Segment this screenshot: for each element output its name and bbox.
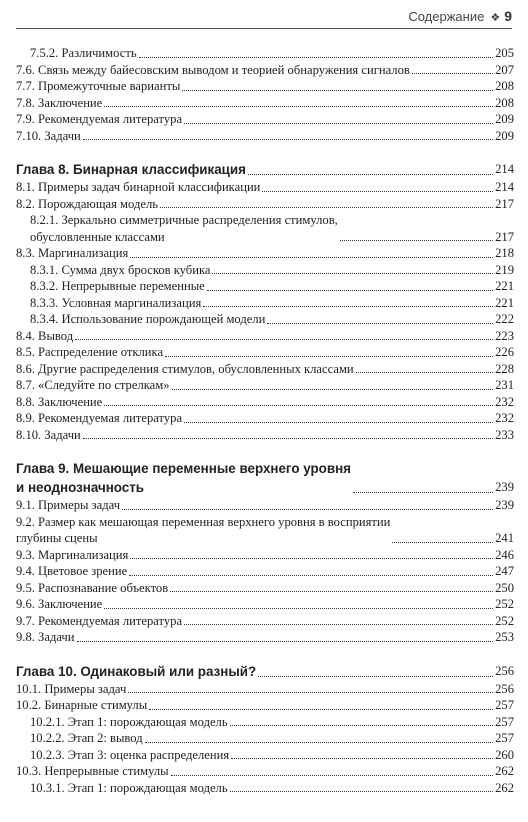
toc-entry[interactable]: 8.3.1. Сумма двух бросков кубика 219 — [30, 262, 514, 277]
toc-entry[interactable]: 9.6. Заключение 252 — [16, 597, 514, 611]
dot-leader — [340, 240, 493, 241]
dot-leader — [356, 372, 493, 373]
toc-entry[interactable]: 7.7. Промежуточные варианты 208 — [16, 79, 514, 93]
page-number: 9 — [504, 8, 512, 24]
toc-entry[interactable]: 8.3.2. Непрерывные переменные 221 — [30, 279, 514, 293]
toc-entry[interactable]: 9.5. Распознавание объектов 250 — [16, 580, 514, 595]
dot-leader — [130, 257, 493, 258]
dot-leader — [412, 73, 493, 74]
dot-leader — [171, 775, 494, 776]
dot-leader — [182, 90, 493, 91]
dot-leader — [104, 405, 493, 406]
toc-entry[interactable]: 9.8. Задачи 253 — [16, 630, 514, 644]
header-text — [408, 8, 512, 24]
toc-entry[interactable]: 7.5.2. Различимость 205 — [30, 46, 514, 60]
toc-entry[interactable]: 8.7. «Следуйте по стрелкам» 231 — [16, 378, 514, 392]
toc-entry[interactable]: 8.4. Вывод 223 — [16, 328, 514, 343]
toc-entry[interactable]: 8.3.4. Использование порождающей модели 222 — [30, 312, 514, 326]
dot-leader — [172, 389, 494, 390]
dot-leader — [353, 492, 493, 493]
dot-leader — [170, 591, 493, 592]
dot-leader — [160, 207, 493, 208]
dot-leader — [104, 608, 493, 609]
header-section-title: Содержание — [408, 9, 485, 24]
dot-leader — [122, 509, 493, 510]
dot-leader — [129, 575, 493, 576]
dot-leader — [392, 542, 493, 543]
dot-leader — [184, 123, 493, 124]
toc-entry[interactable]: 8.2. Порождающая модель 217 — [16, 196, 514, 211]
dot-leader — [139, 57, 494, 58]
dot-leader — [184, 624, 493, 625]
dot-leader — [267, 323, 493, 324]
dot-leader — [230, 791, 494, 792]
dot-leader — [83, 438, 493, 439]
table-of-contents — [16, 45, 514, 796]
dot-leader — [212, 273, 493, 274]
dot-leader — [149, 709, 493, 710]
dot-leader — [104, 106, 493, 107]
dot-leader — [128, 692, 493, 693]
toc-entry[interactable]: 9.2. Размер как мешающая переменная верхнего уровня в восприятии глубины сцены 241 — [16, 514, 514, 545]
toc-entry[interactable]: 10.1. Примеры задач 256 — [16, 681, 514, 696]
toc-entry[interactable]: 10.2. Бинарные стимулы 257 — [16, 698, 514, 712]
diamond-ornament-icon: ❖ — [490, 12, 501, 24]
toc-entry[interactable]: 10.2.1. Этап 1: порождающая модель 257 — [30, 714, 514, 729]
dot-leader — [230, 725, 494, 726]
toc-entry[interactable]: 9.4. Цветовое зрение 247 — [16, 564, 514, 578]
dot-leader — [231, 758, 493, 759]
toc-entry[interactable]: 7.9. Рекомендуемая литература 209 — [16, 112, 514, 126]
dot-leader — [184, 422, 493, 423]
dot-leader — [130, 558, 493, 559]
header-rule — [16, 28, 512, 29]
toc-chapter-9[interactable]: Глава 9. Мешающие переменные верхнего уровня и неоднозначность 239 — [16, 461, 514, 495]
dot-leader — [83, 139, 493, 140]
toc-entry[interactable]: 10.3. Непрерывные стимулы 262 — [16, 764, 514, 778]
toc-entry[interactable]: 7.10. Задачи 209 — [16, 128, 514, 143]
dot-leader — [262, 191, 493, 192]
toc-entry[interactable]: 8.8. Заключение 232 — [16, 394, 514, 409]
toc-entry[interactable]: 10.2.2. Этап 2: вывод 257 — [30, 731, 514, 745]
toc-entry[interactable]: 9.7. Рекомендуемая литература 252 — [16, 613, 514, 628]
toc-entry[interactable]: 8.3.3. Условная маргинализация 221 — [30, 295, 514, 310]
toc-entry[interactable]: 7.8. Заключение 208 — [16, 95, 514, 110]
toc-entry[interactable]: 8.5. Распределение отклика 226 — [16, 345, 514, 359]
toc-entry[interactable]: 8.6. Другие распределения стимулов, обусловленных классами 228 — [16, 361, 514, 376]
dot-leader — [248, 174, 493, 175]
toc-entry[interactable]: 10.2.3. Этап 3: оценка распределения 260 — [30, 747, 514, 762]
dot-leader — [203, 306, 493, 307]
toc-entry[interactable]: 10.3.1. Этап 1: порождающая модель 262 — [30, 780, 514, 795]
dot-leader — [75, 339, 493, 340]
toc-entry[interactable]: 8.9. Рекомендуемая литература 232 — [16, 411, 514, 425]
toc-chapter-10[interactable]: Глава 10. Одинаковый или разный? 256 — [16, 663, 514, 679]
dot-leader — [77, 641, 494, 642]
toc-entry[interactable]: 9.1. Примеры задач 239 — [16, 498, 514, 512]
toc-entry[interactable]: 9.3. Маргинализация 246 — [16, 547, 514, 562]
toc-entry[interactable]: 8.1. Примеры задач бинарной классификации 214 — [16, 180, 514, 194]
toc-entry[interactable]: 8.2.1. Зеркально симметричные распределения стимулов, обусловленные классами 217 — [30, 213, 514, 244]
running-header — [16, 6, 512, 26]
toc-entry[interactable]: 8.10. Задачи 233 — [16, 427, 514, 442]
dot-leader — [207, 290, 493, 291]
dot-leader — [145, 742, 493, 743]
toc-chapter-8[interactable]: Глава 8. Бинарная классификация 214 — [16, 162, 514, 177]
toc-entry[interactable]: 7.6. Связь между байесовским выводом и теорией обнаружения сигналов 207 — [16, 62, 514, 77]
dot-leader — [165, 356, 493, 357]
toc-entry[interactable]: 8.3. Маргинализация 218 — [16, 246, 514, 260]
dot-leader — [258, 676, 493, 677]
